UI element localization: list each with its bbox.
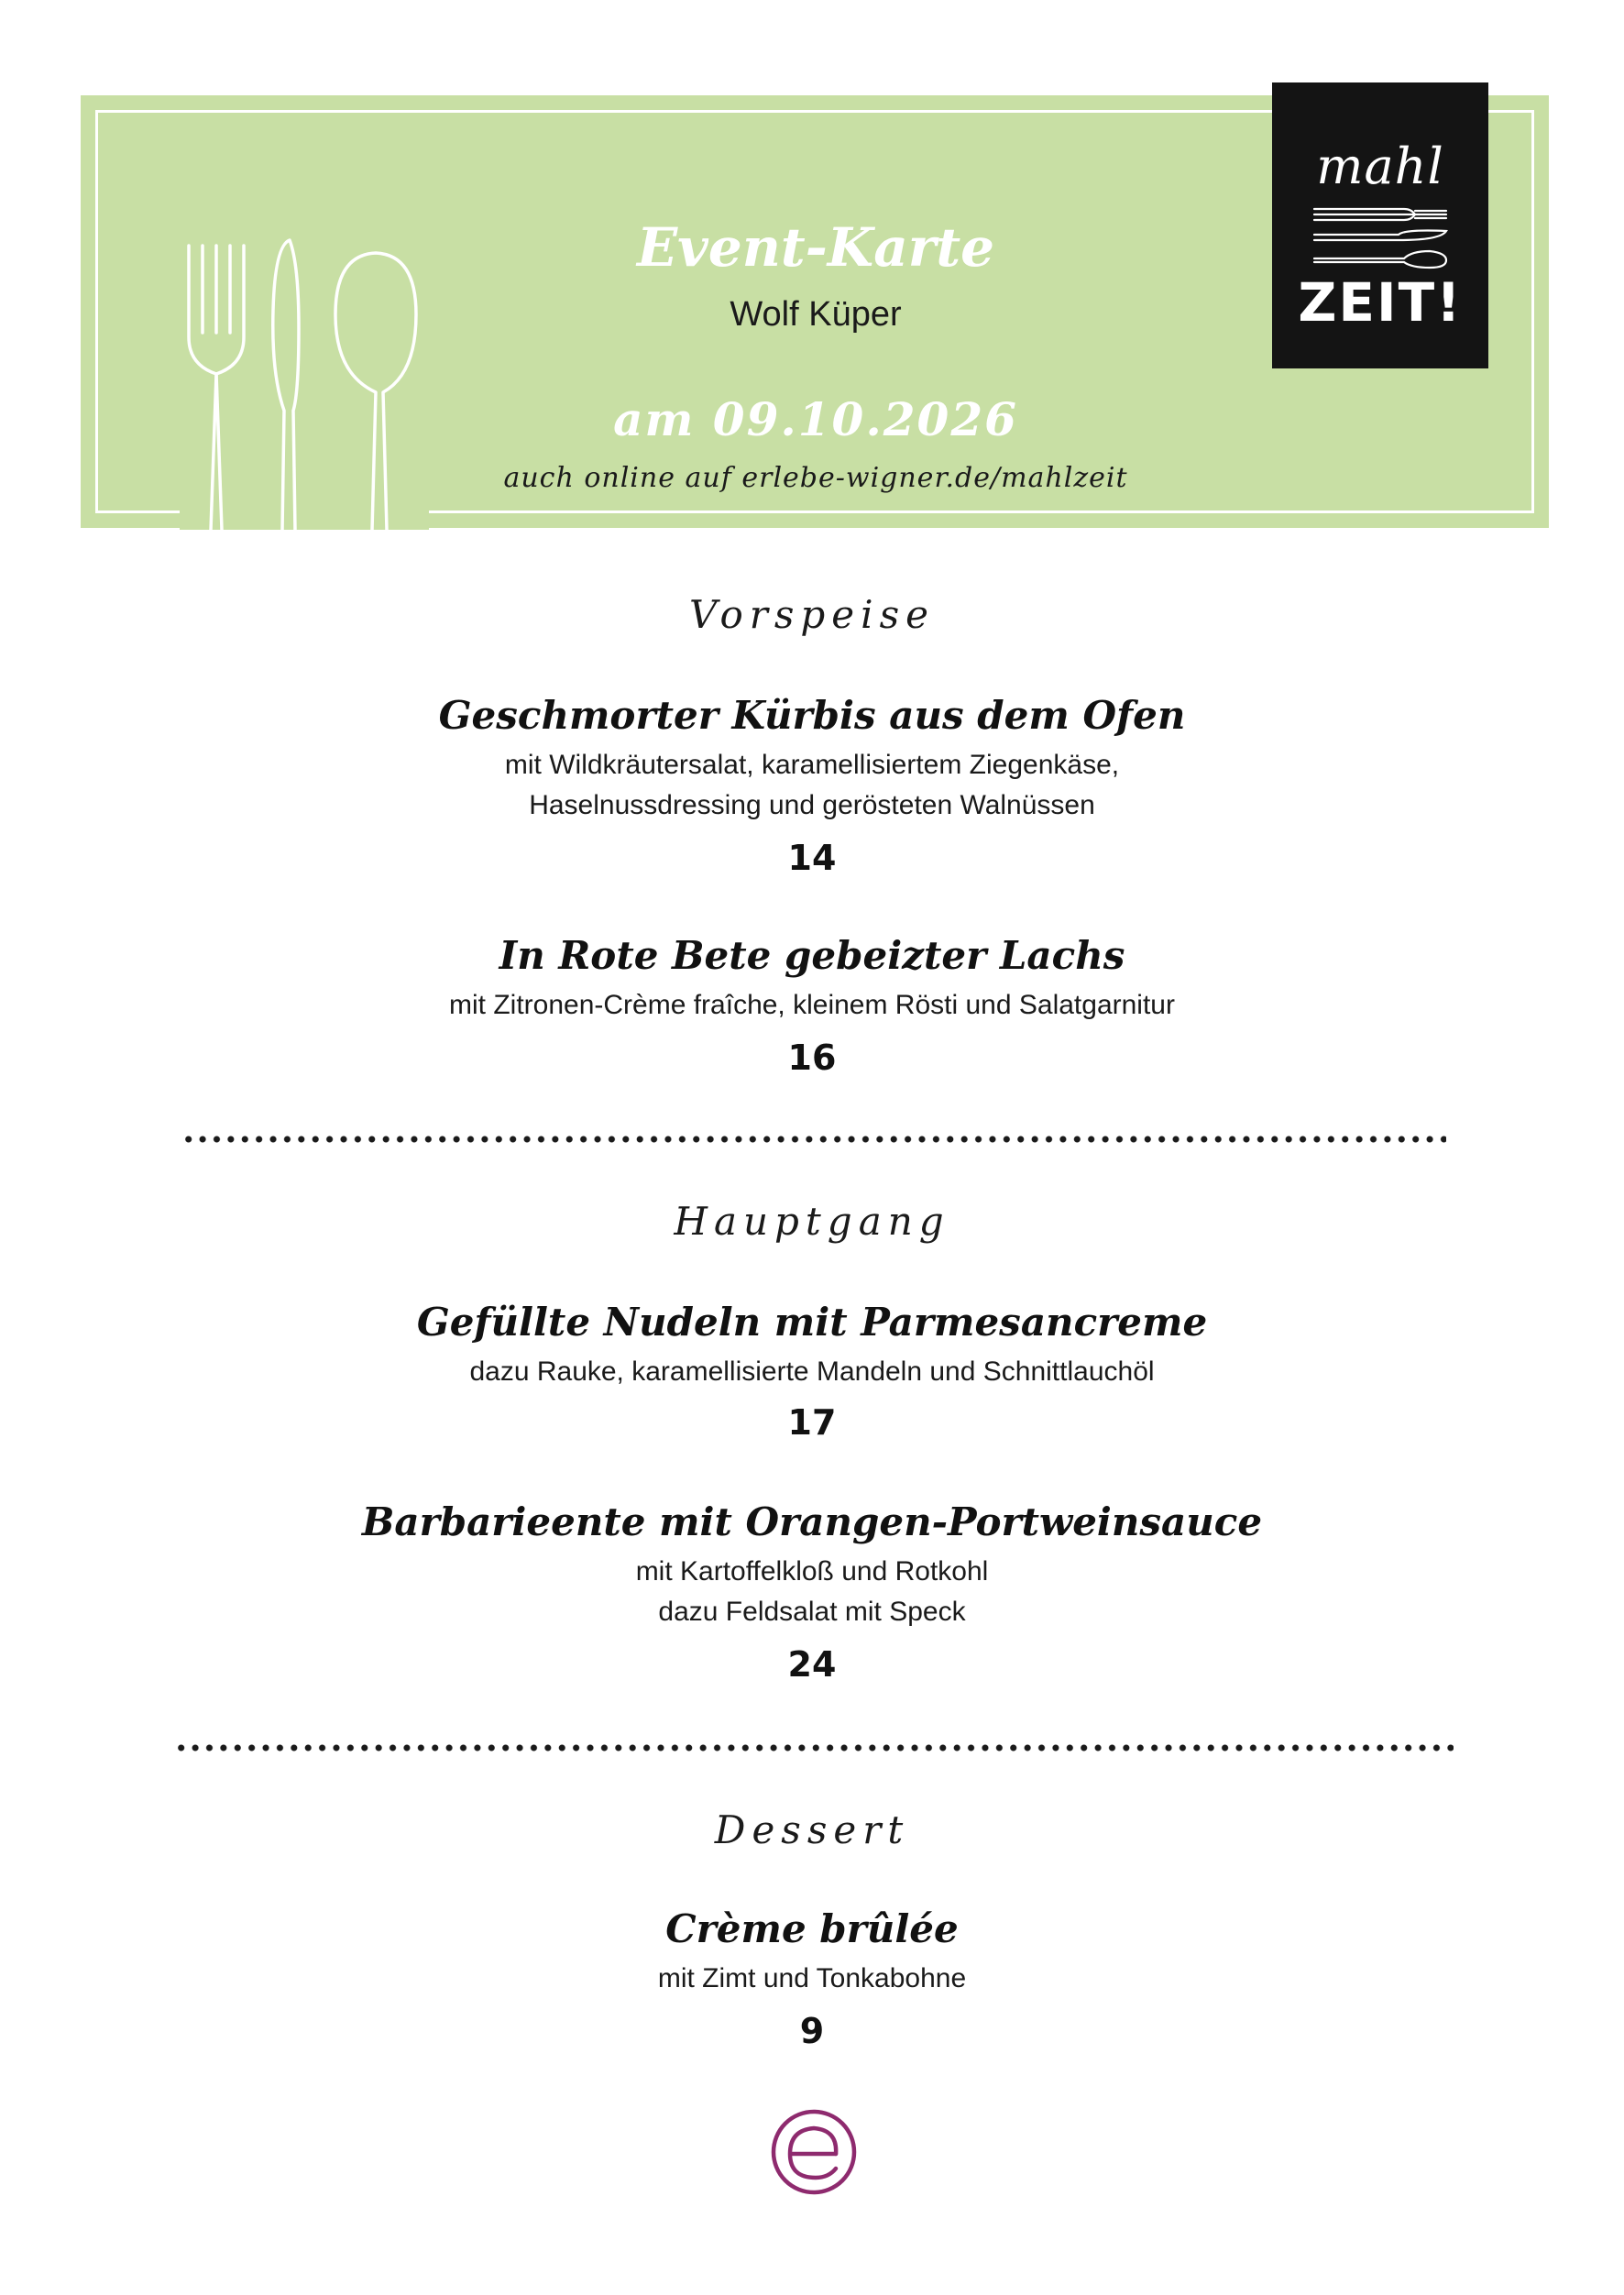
logo-word-bottom: ZEIT! xyxy=(1298,271,1463,334)
dotted-divider xyxy=(181,1135,1446,1144)
dotted-divider xyxy=(174,1743,1454,1752)
dish-description: mit Zimt und Tonkabohne xyxy=(657,1963,967,1993)
dish-name: Geschmorter Kürbis aus dem Ofen xyxy=(438,693,1186,738)
section-title-dessert: Dessert xyxy=(714,1807,910,1852)
dish-price: 17 xyxy=(787,1402,837,1443)
dish-price: 24 xyxy=(787,1644,837,1685)
dish-description: Haselnussdressing und gerösteten Walnüssen xyxy=(529,790,1095,820)
event-title: Event-Karte xyxy=(636,216,995,279)
cutlery-lines-icon xyxy=(1312,200,1448,269)
section-title-vorspeise: Vorspeise xyxy=(689,592,935,637)
dish-price: 16 xyxy=(787,1038,837,1078)
online-note: auch online auf erlebe-wigner.de/mahlzeit xyxy=(503,462,1128,494)
dish-name: Gefüllte Nudeln mit Parmesancreme xyxy=(416,1300,1208,1345)
dish-description: dazu Feldsalat mit Speck xyxy=(658,1597,966,1627)
dish-name: Barbarieente mit Orangen-Portweinsauce xyxy=(361,1499,1263,1544)
dish-description: mit Kartoffelkloß und Rotkohl xyxy=(635,1556,989,1587)
dish-price: 14 xyxy=(787,838,837,878)
section-title-hauptgang: Hauptgang xyxy=(674,1199,950,1244)
dish-price: 9 xyxy=(799,2011,825,2051)
cutlery-outline-icon xyxy=(180,227,429,530)
logo-word-top: mahl xyxy=(1316,137,1444,195)
dish-name: Crème brûlée xyxy=(665,1906,959,1951)
event-date: am 09.10.2026 xyxy=(613,392,1018,446)
dish-description: dazu Rauke, karamellisierte Mandeln und Schnittlauchöl xyxy=(469,1356,1155,1387)
dish-description: mit Zitronen-Crème fraîche, kleinem Rösti und Salatgarnitur xyxy=(449,990,1175,1020)
dish-name: In Rote Bete gebeizter Lachs xyxy=(499,933,1125,978)
host-name: Wolf Küper xyxy=(730,295,902,334)
dish-description: mit Wildkräutersalat, karamellisiertem Ziegenkäse, xyxy=(504,750,1120,780)
mahlzeit-logo xyxy=(1272,82,1488,368)
brand-e-logo-icon xyxy=(770,2108,858,2196)
